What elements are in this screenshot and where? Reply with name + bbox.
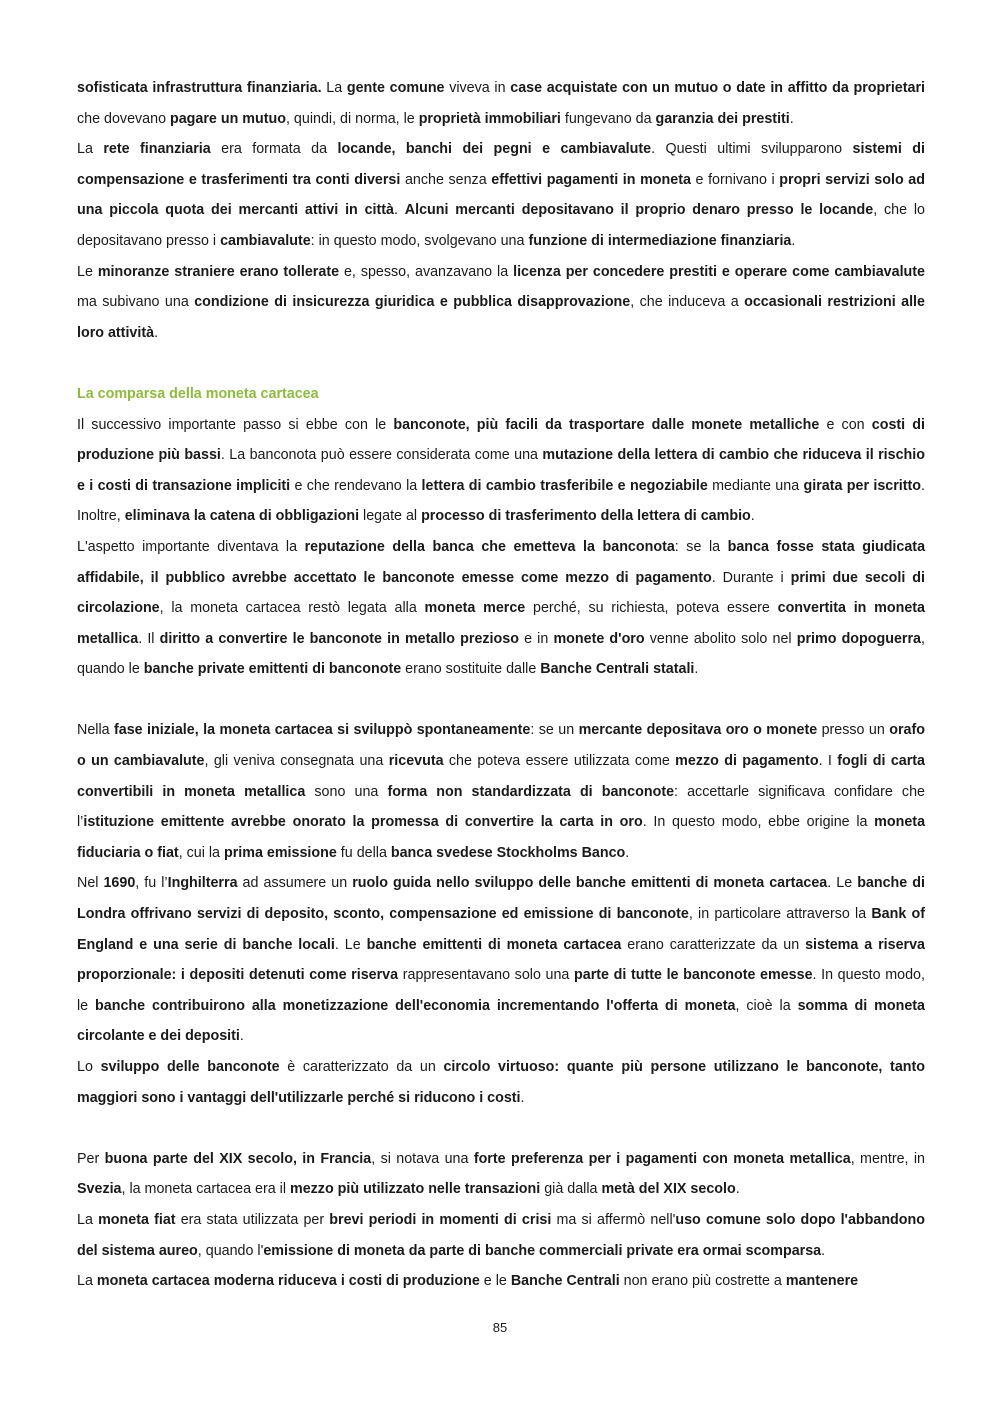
bold-text: banche di Londra offrivano servizi di deposito, sconto, compensazione ed emissione di banconote bbox=[77, 875, 925, 923]
text-run: . In questo modo, le bbox=[77, 967, 925, 1014]
text-run: è caratterizzato da un bbox=[279, 1059, 444, 1075]
text-run: presso un bbox=[817, 722, 890, 739]
bold-text: brevi periodi in momenti di crisi bbox=[329, 1211, 552, 1228]
text-run: . Inoltre, bbox=[77, 477, 926, 525]
text-run: era stata utilizzata per bbox=[175, 1211, 330, 1228]
text-run: Per bbox=[77, 1150, 105, 1167]
bold-text: mantenere bbox=[785, 1273, 859, 1290]
text-run: : se un bbox=[530, 722, 579, 739]
bold-text: primi due secoli di circolazione bbox=[77, 569, 925, 617]
text-run: La bbox=[321, 80, 347, 96]
text-run: , la moneta cartacea era il bbox=[121, 1181, 290, 1198]
text-run: . bbox=[735, 1181, 740, 1198]
bold-text: gente comune bbox=[346, 80, 445, 96]
bold-text: locande, banchi dei pegni e cambiavalute bbox=[337, 141, 652, 158]
text-run: mediante una bbox=[707, 477, 804, 494]
text-run: Nella bbox=[77, 722, 115, 739]
bold-text: ricevuta bbox=[388, 753, 444, 770]
paragraph bbox=[77, 134, 925, 256]
text-run: , cioè la bbox=[735, 997, 798, 1014]
text-run: : accettarle significava confidare che l’ bbox=[77, 783, 925, 831]
text-run: . bbox=[789, 110, 794, 127]
text-run: , che induceva a bbox=[630, 294, 745, 311]
text-run: era formata da bbox=[210, 141, 338, 158]
bold-text: parte di tutte le banconote emesse bbox=[574, 967, 813, 984]
text-run: fungevano da bbox=[560, 110, 656, 127]
bold-text: moneta fiduciaria o fiat bbox=[77, 814, 926, 861]
text-run: . bbox=[694, 661, 699, 678]
bold-text: proprietà immobiliari bbox=[418, 110, 561, 127]
text-run: e in bbox=[518, 630, 554, 647]
text-run: . I bbox=[818, 753, 838, 770]
text-run: ma si affermò nell' bbox=[551, 1211, 676, 1228]
paragraph bbox=[77, 1266, 925, 1297]
text-run: L'aspetto importante diventava la bbox=[77, 538, 305, 555]
bold-text: licenza per concedere prestiti e operare come cambiavalute bbox=[513, 263, 925, 280]
text-run: ma subivano una bbox=[77, 294, 195, 311]
text-run: , mentre, in bbox=[850, 1150, 926, 1167]
text-run: sono una bbox=[305, 783, 388, 800]
bold-text: sistemi di compensazione e trasferimenti tra conti diversi bbox=[77, 141, 925, 188]
paragraph bbox=[77, 1205, 925, 1266]
bold-text: mercante depositava oro o monete bbox=[578, 722, 818, 739]
bold-text: moneta merce bbox=[424, 600, 526, 617]
text-run: . Il bbox=[138, 630, 160, 647]
bold-text: forte preferenza per i pagamenti con moneta metallica bbox=[473, 1150, 851, 1167]
bold-text: monete d'oro bbox=[553, 630, 645, 647]
text-run: e con bbox=[819, 416, 872, 433]
bold-text: pagare un mutuo bbox=[170, 110, 286, 127]
bold-text: banca fosse stata giudicata affidabile, il pubblico avrebbe accettato le banconote emesse come mezzo di pagamento bbox=[77, 538, 926, 586]
bold-text: primo dopoguerra bbox=[796, 630, 922, 647]
text-run: . Questi ultimi svilupparono bbox=[651, 141, 853, 158]
text-run: Lo bbox=[77, 1059, 101, 1075]
bold-text: convertita in moneta metallica bbox=[77, 600, 926, 647]
text-run: Le bbox=[77, 263, 98, 280]
bold-text: eliminava la catena di obbligazioni bbox=[124, 508, 360, 525]
text-run: venne abolito solo nel bbox=[644, 630, 797, 647]
text-run: . Durante i bbox=[711, 569, 791, 586]
bold-text: sofisticata infrastruttura finanziaria. bbox=[77, 80, 322, 96]
paragraph bbox=[77, 410, 925, 532]
bold-text: propri servizi solo ad una piccola quota dei mercanti attivi in città bbox=[77, 171, 925, 219]
paragraph bbox=[77, 532, 925, 685]
bold-text: buona parte del XIX secolo, in Francia bbox=[104, 1150, 372, 1167]
bold-text: condizione di insicurezza giuridica e pubblica disapprovazione bbox=[194, 294, 631, 311]
text-run: viveva in bbox=[444, 80, 511, 96]
text-run: . bbox=[520, 1089, 525, 1106]
text-run: , quando le bbox=[77, 630, 925, 678]
paragraph bbox=[77, 1052, 925, 1113]
section-heading: La comparsa della moneta cartacea bbox=[77, 385, 319, 402]
text-run: . Le bbox=[827, 875, 858, 892]
text-run: e che rendevano la bbox=[290, 477, 422, 494]
bold-text: diritto a convertire le banconote in metallo prezioso bbox=[159, 630, 519, 647]
text-run: Il successivo importante passo si ebbe con le bbox=[77, 416, 394, 433]
bold-text: banche contribuirono alla monetizzazione dell'economia incrementando l'offerta di moneta bbox=[95, 997, 736, 1014]
bold-text: Alcuni mercanti depositavano il proprio denaro presso le locande bbox=[404, 202, 874, 219]
text-run: e, spesso, avanzavano la bbox=[339, 263, 514, 280]
text-run: non erano più costrette a bbox=[619, 1273, 786, 1290]
text-run: , la moneta cartacea restò legata alla bbox=[159, 600, 425, 617]
text-run: , in particolare attraverso la bbox=[688, 906, 872, 923]
bold-text: Svezia bbox=[77, 1181, 122, 1198]
text-run: ad assumere un bbox=[237, 875, 353, 892]
text-run: La bbox=[77, 1273, 97, 1290]
paragraph-spacer bbox=[77, 1113, 925, 1144]
bold-text: Banche Centrali statali bbox=[540, 661, 695, 678]
text-run: : in questo modo, svolgevano una bbox=[310, 232, 529, 249]
text-run: La bbox=[77, 141, 104, 158]
page-body bbox=[77, 73, 925, 1297]
bold-text: fase iniziale, la moneta cartacea si sviluppò spontaneamente bbox=[114, 722, 531, 739]
bold-text: istituzione emittente avrebbe onorato la promessa di convertire la carta in oro bbox=[83, 814, 643, 831]
text-run: . bbox=[239, 1028, 244, 1045]
text-run: Nel bbox=[77, 875, 104, 892]
text-run: , fu l’ bbox=[135, 875, 168, 892]
text-run: perché, su richiesta, poteva essere bbox=[525, 600, 778, 617]
text-run: legate al bbox=[359, 508, 422, 525]
bold-text: banche private emittenti di banconote bbox=[143, 661, 402, 678]
text-run: . bbox=[821, 1242, 826, 1259]
text-run: , quindi, di norma, le bbox=[285, 110, 419, 127]
text-run: : se la bbox=[674, 538, 728, 555]
bold-text: mezzo più utilizzato nelle transazioni bbox=[290, 1181, 541, 1198]
bold-text: ruolo guida nello sviluppo delle banche emittenti di moneta cartacea bbox=[352, 875, 828, 892]
bold-text: sviluppo delle banconote bbox=[100, 1059, 280, 1075]
bold-text: fogli di carta convertibili in moneta metallica bbox=[77, 753, 926, 800]
text-run: e le bbox=[479, 1273, 511, 1290]
bold-text: banca svedese Stockholms Banco bbox=[390, 844, 626, 861]
paragraph-spacer bbox=[77, 685, 925, 716]
bold-text: case acquistate con un mutuo o date in affitto da proprietari bbox=[510, 80, 925, 96]
bold-text: rete finanziaria bbox=[103, 141, 211, 158]
bold-text: moneta cartacea moderna riduceva i costi di produzione bbox=[96, 1273, 480, 1290]
bold-text: lettera di cambio trasferibile e negoziabile bbox=[421, 477, 708, 494]
text-run: , cui la bbox=[178, 844, 224, 861]
bold-text: mutazione della lettera di cambio che riduceva il rischio e i costi di transazione impliciti bbox=[77, 447, 925, 494]
paragraph bbox=[77, 715, 925, 868]
text-run: . bbox=[625, 844, 630, 861]
bold-text: occasionali restrizioni alle loro attività bbox=[77, 294, 925, 341]
bold-text: circolo virtuoso: quante più persone utilizzano le banconote, tanto maggiori sono i vantaggi dell'utilizzarle perché si riducono i costi bbox=[77, 1059, 925, 1106]
text-run: . bbox=[750, 508, 755, 525]
bold-text: Inghilterra bbox=[167, 875, 238, 892]
paragraph-spacer bbox=[77, 348, 925, 379]
text-run: . bbox=[791, 232, 796, 249]
paragraph bbox=[77, 1144, 925, 1205]
bold-text: uso comune solo dopo l'abbandono del sistema aureo bbox=[77, 1211, 925, 1259]
text-run: La bbox=[77, 1211, 99, 1228]
bold-text: orafo o un cambiavalute bbox=[77, 722, 925, 770]
paragraph bbox=[77, 868, 925, 1052]
bold-text: metà del XIX secolo bbox=[601, 1181, 736, 1198]
bold-text: reputazione della banca che emetteva la banconota bbox=[304, 538, 675, 555]
bold-text: mezzo di pagamento bbox=[675, 753, 819, 770]
bold-text: cambiavalute bbox=[220, 232, 311, 249]
bold-text: Bank of England e una serie di banche locali bbox=[77, 906, 925, 953]
bold-text: moneta fiat bbox=[98, 1211, 176, 1228]
bold-text: 1690 bbox=[103, 875, 136, 892]
text-run: , quando l' bbox=[197, 1242, 264, 1259]
bold-text: banche emittenti di moneta cartacea bbox=[366, 936, 622, 953]
bold-text: garanzia dei prestiti bbox=[655, 110, 790, 127]
bold-text: prima emissione bbox=[223, 844, 337, 861]
bold-text: sistema a riserva proporzionale: i depositi detenuti come riserva bbox=[77, 936, 925, 984]
text-run: che poteva essere utilizzata come bbox=[443, 753, 676, 770]
bold-text: effettivi pagamenti in moneta bbox=[491, 171, 691, 188]
bold-text: forma non standardizzata di banconote bbox=[387, 783, 675, 800]
bold-text: somma di moneta circolante e dei depositi bbox=[77, 997, 925, 1045]
bold-text: costi di produzione più bassi bbox=[77, 416, 925, 464]
text-run: erano sostituite dalle bbox=[401, 661, 541, 678]
text-run: e fornivano i bbox=[690, 171, 780, 188]
text-run: , gli veniva consegnata una bbox=[204, 753, 389, 770]
page-number: 85 bbox=[492, 1320, 508, 1335]
text-run: . bbox=[154, 324, 159, 341]
text-run: . In questo modo, ebbe origine la bbox=[642, 814, 875, 831]
text-run: fu della bbox=[336, 844, 391, 861]
paragraph bbox=[77, 257, 925, 349]
text-run: . Le bbox=[334, 936, 367, 953]
text-run: , che lo depositavano presso i bbox=[77, 202, 925, 249]
text-run: , si notava una bbox=[371, 1150, 474, 1167]
bold-text: banconote, più facili da trasportare dalle monete metalliche bbox=[393, 416, 820, 433]
bold-text: emissione di moneta da parte di banche commerciali private era ormai scomparsa bbox=[263, 1242, 822, 1259]
text-run: già dalla bbox=[540, 1181, 602, 1198]
bold-text: girata per iscritto bbox=[803, 477, 922, 494]
text-run: che dovevano bbox=[77, 110, 170, 127]
paragraph bbox=[77, 73, 925, 134]
text-run: anche senza bbox=[400, 171, 492, 188]
text-run: erano caratterizzate da un bbox=[621, 936, 806, 953]
text-run: . La banconota può essere considerata come una bbox=[220, 447, 543, 464]
bold-text: funzione di intermediazione finanziaria bbox=[528, 232, 792, 249]
text-run: rappresentavano solo una bbox=[398, 967, 575, 984]
text-run: . bbox=[394, 202, 405, 219]
bold-text: Banche Centrali bbox=[510, 1273, 620, 1290]
bold-text: processo di trasferimento della lettera di cambio bbox=[421, 508, 751, 525]
bold-text: minoranze straniere erano tollerate bbox=[97, 263, 340, 280]
